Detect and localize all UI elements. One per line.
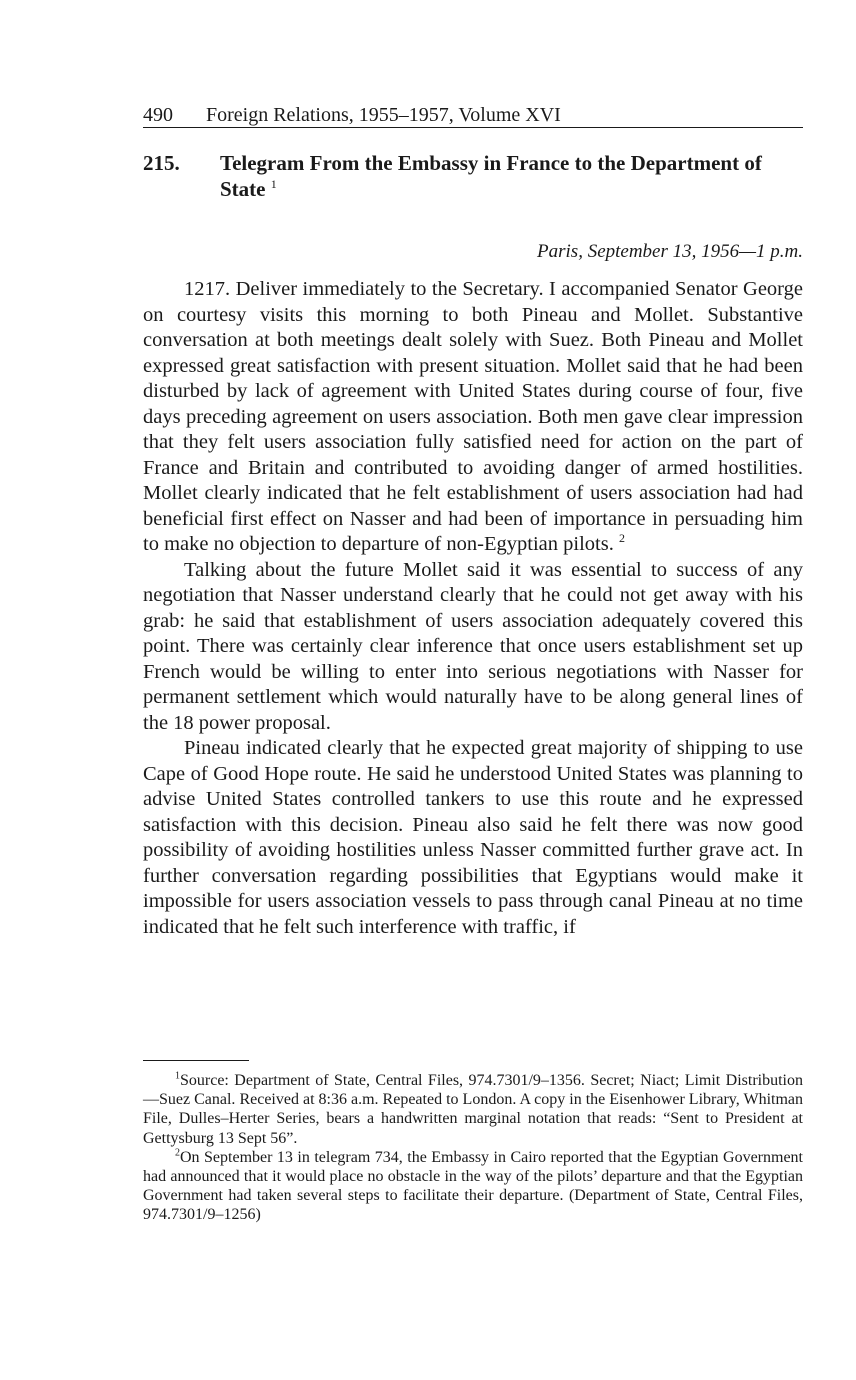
footnote-2: [143, 1148, 803, 1225]
footnote-ref-2: 2: [618, 531, 625, 546]
footnote-text: On September 13 in telegram 734, the Embassy in Cairo reported that the Egyptian Government had announced that it would place no obstacle in the way of the pilots’ departure and that the Egyptian Government had taken several steps to facilitate their departure. (Department of State, Central Files, 974.7301/9–1256): [143, 1148, 803, 1224]
page-number: 490: [143, 104, 173, 126]
document-title-block: [220, 150, 803, 202]
document-title: Telegram From the Embassy in France to the Department of State: [220, 151, 762, 201]
paragraph-text: 1217. Deliver immediately to the Secretary. I accompanied Senator George on courtesy visits this morning to both Pineau and Mollet. Substantive conversation at both meetings dealt solely with Suez. Both Pineau and Mollet expressed great satisfaction with present situation. Mollet said that he had been disturbed by lack of agreement with United States during course of four, five days preceding agreement on users association. Both men gave clear impression that they felt users association fully satisfied need for action on the part of France and Britain and contributed to avoiding danger of armed hostilities. Mollet clearly indicated that he felt establishment of users association had had beneficial first effect on Nasser and had been of importance in persuading him to make no objection to departure of non-Egyptian pilots.: [143, 278, 803, 555]
paragraph-1: [143, 277, 803, 558]
document-body: [143, 277, 803, 940]
footnote-1: [143, 1071, 803, 1148]
running-head: [143, 103, 803, 128]
footnote-mark: 2: [175, 1147, 180, 1159]
dateline: Paris, September 13, 1956—1 p.m.: [537, 241, 803, 262]
footnote-divider: [143, 1060, 249, 1061]
document-number: 215.: [143, 151, 180, 175]
paragraph-3: Pineau indicated clearly that he expected great majority of shipping to use Cape of Good Hope route. He said he understood United States was planning to advise United States controlled tankers to use this route and he expressed satisfaction with this decision. Pineau also said he felt there was now good possibility of avoiding hostilities unless Nasser committed further grave act. In further conversation regarding possibilities that Egyptians would make it impossible for users association vessels to pass through canal Pineau at no time indicated that he felt such interference with traffic, if: [143, 737, 803, 938]
title-footnote-ref: 1: [270, 177, 277, 191]
running-head-title: Foreign Relations, 1955–1957, Volume XVI: [206, 104, 561, 126]
paragraph-2: Talking about the future Mollet said it was essential to success of any negotiation that Nasser understand clearly that he could not get away with his grab: he said that establishment of users association adequately covered this point. There was certainly clear inference that once users establishment set up French would be willing to enter into serious negotiations with Nasser for permanent settlement which would naturally have to be along general lines of the 18 power proposal.: [143, 558, 803, 734]
document-heading: [143, 150, 803, 202]
footnote-mark: 1: [175, 1070, 180, 1082]
footnote-text: Source: Department of State, Central Files, 974.7301/9–1356. Secret; Niact; Limit Distribution—Suez Canal. Received at 8:36 a.m. Repeated to London. A copy in the Eisenhower Library, Whitman File, Dulles–Herter Series, bears a handwritten marginal notation that reads: “Sent to President at Gettysburg 13 Sept 56”.: [143, 1072, 803, 1147]
footnotes: [143, 1071, 803, 1225]
